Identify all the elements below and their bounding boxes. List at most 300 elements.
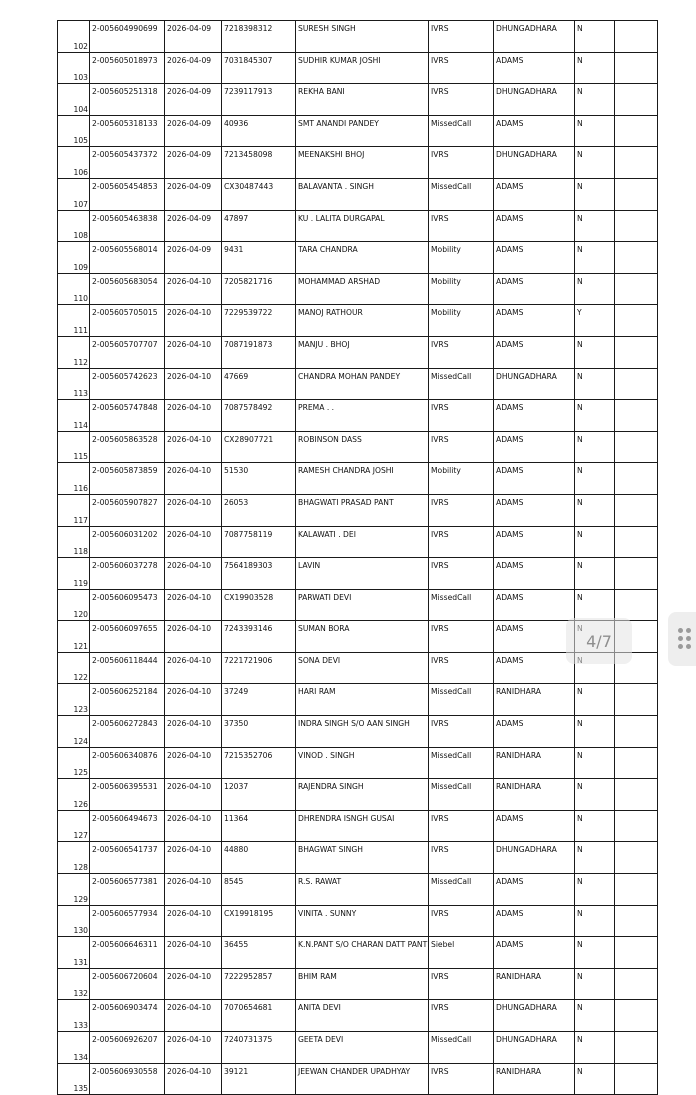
complaint-number-cell: 2-005605683054 [90,273,165,305]
name-cell: REKHA BANI [296,84,429,116]
date-cell: 2026-04-10 [165,874,222,906]
table-row [58,463,658,495]
flag-cell: N [575,842,615,874]
contact-cell: 11364 [222,810,296,842]
row-number: 114 [58,400,90,432]
date-cell: 2026-04-10 [165,937,222,969]
exchange-cell: DHUNGADHARA [494,84,575,116]
empty-cell [615,431,658,463]
empty-cell [615,589,658,621]
contact-cell: 7031845307 [222,52,296,84]
exchange-cell: ADAMS [494,336,575,368]
complaint-number-cell: 2-005606903474 [90,1000,165,1032]
date-cell: 2026-04-09 [165,21,222,53]
contact-cell: 39121 [222,1063,296,1095]
complaint-number-cell: 2-005605863528 [90,431,165,463]
empty-cell [615,716,658,748]
date-cell: 2026-04-10 [165,336,222,368]
source-cell: MissedCall [429,779,494,811]
table-row [58,1000,658,1032]
page-indicator: 4/7 [566,618,632,664]
date-cell: 2026-04-10 [165,1063,222,1095]
row-number: 107 [58,178,90,210]
contact-cell: 7564189303 [222,558,296,590]
empty-cell [615,684,658,716]
date-cell: 2026-04-10 [165,716,222,748]
table-row [58,526,658,558]
complaint-number-cell: 2-005605251318 [90,84,165,116]
flag-cell: N [575,747,615,779]
empty-cell [615,526,658,558]
date-cell: 2026-04-09 [165,52,222,84]
row-number: 108 [58,210,90,242]
name-cell: SUDHIR KUMAR JOSHI [296,52,429,84]
table-row [58,716,658,748]
table-row [58,147,658,179]
table-row [58,178,658,210]
exchange-cell: ADAMS [494,210,575,242]
table-row [58,842,658,874]
source-cell: IVRS [429,621,494,653]
complaint-number-cell: 2-005606646311 [90,937,165,969]
complaint-number-cell: 2-005606395531 [90,779,165,811]
name-cell: HARI RAM [296,684,429,716]
table-row [58,747,658,779]
contact-cell: 7087578492 [222,400,296,432]
table-row [58,84,658,116]
source-cell: IVRS [429,558,494,590]
source-cell: MissedCall [429,115,494,147]
name-cell: R.S. RAWAT [296,874,429,906]
exchange-cell: ADAMS [494,810,575,842]
flag-cell: N [575,210,615,242]
exchange-cell: ADAMS [494,273,575,305]
source-cell: IVRS [429,810,494,842]
contact-cell: 9431 [222,242,296,274]
name-cell: DHRENDRA ISNGH GUSAI [296,810,429,842]
complaint-number-cell: 2-005606577381 [90,874,165,906]
flag-cell: N [575,1032,615,1064]
name-cell: SMT ANANDI PANDEY [296,115,429,147]
complaint-number-cell: 2-005606340876 [90,747,165,779]
row-number: 124 [58,716,90,748]
empty-cell [615,52,658,84]
date-cell: 2026-04-09 [165,115,222,147]
complaint-number-cell: 2-005605873859 [90,463,165,495]
date-cell: 2026-04-09 [165,147,222,179]
date-cell: 2026-04-09 [165,242,222,274]
row-number: 118 [58,526,90,558]
exchange-cell: ADAMS [494,874,575,906]
empty-cell [615,968,658,1000]
empty-cell [615,779,658,811]
row-number: 119 [58,558,90,590]
complaint-number-cell: 2-005606930558 [90,1063,165,1095]
exchange-cell: RANIDHARA [494,684,575,716]
flag-cell: N [575,400,615,432]
flag-cell: N [575,810,615,842]
date-cell: 2026-04-10 [165,368,222,400]
source-cell: IVRS [429,1063,494,1095]
row-number: 103 [58,52,90,84]
name-cell: SONA DEVI [296,652,429,684]
contact-cell: 7218398312 [222,21,296,53]
exchange-cell: ADAMS [494,178,575,210]
flag-cell: N [575,178,615,210]
date-cell: 2026-04-10 [165,779,222,811]
contact-cell: 7239117913 [222,84,296,116]
contact-cell: CX30487443 [222,178,296,210]
contact-cell: 7229539722 [222,305,296,337]
empty-cell [615,747,658,779]
table-row [58,494,658,526]
empty-cell [615,874,658,906]
contact-cell: 7087758119 [222,526,296,558]
exchange-cell: DHUNGADHARA [494,842,575,874]
contact-cell: 37350 [222,716,296,748]
exchange-cell: RANIDHARA [494,747,575,779]
exchange-cell: ADAMS [494,115,575,147]
contact-cell: 37249 [222,684,296,716]
exchange-cell: ADAMS [494,716,575,748]
contact-cell: 7221721906 [222,652,296,684]
row-number: 120 [58,589,90,621]
flag-cell: N [575,52,615,84]
date-cell: 2026-04-10 [165,905,222,937]
exchange-cell: DHUNGADHARA [494,1032,575,1064]
complaint-number-cell: 2-005606494673 [90,810,165,842]
flag-cell: N [575,463,615,495]
table-row [58,1032,658,1064]
exchange-cell: ADAMS [494,52,575,84]
table-row [58,558,658,590]
flag-cell: N [575,494,615,526]
empty-cell [615,1032,658,1064]
exchange-cell: ADAMS [494,400,575,432]
exchange-cell: ADAMS [494,652,575,684]
complaint-number-cell: 2-005604990699 [90,21,165,53]
complaint-number-cell: 2-005606577934 [90,905,165,937]
name-cell: CHANDRA MOHAN PANDEY [296,368,429,400]
flag-cell: N [575,779,615,811]
source-cell: IVRS [429,842,494,874]
empty-cell [615,1000,658,1032]
table-row [58,21,658,53]
name-cell: MEENAKSHI BHOJ [296,147,429,179]
table-row [58,968,658,1000]
source-cell: MissedCall [429,589,494,621]
complaint-number-cell: 2-005605742623 [90,368,165,400]
name-cell: KU . LALITA DURGAPAL [296,210,429,242]
empty-cell [615,400,658,432]
contact-cell: 7222952857 [222,968,296,1000]
source-cell: IVRS [429,21,494,53]
exchange-cell: ADAMS [494,937,575,969]
contact-cell: CX19903528 [222,589,296,621]
row-number: 125 [58,747,90,779]
flag-cell: N [575,905,615,937]
name-cell: BHAGWAT SINGH [296,842,429,874]
flag-cell: N [575,368,615,400]
flag-cell: N [575,84,615,116]
flag-cell: N [575,937,615,969]
complaint-number-cell: 2-005606252184 [90,684,165,716]
date-cell: 2026-04-10 [165,621,222,653]
date-cell: 2026-04-10 [165,842,222,874]
row-number: 115 [58,431,90,463]
name-cell: ROBINSON DASS [296,431,429,463]
row-number: 134 [58,1032,90,1064]
table-row [58,242,658,274]
row-number: 121 [58,621,90,653]
source-cell: MissedCall [429,1032,494,1064]
table-row [58,810,658,842]
source-cell: Mobility [429,273,494,305]
date-cell: 2026-04-10 [165,431,222,463]
flag-cell: N [575,558,615,590]
exchange-cell: ADAMS [494,494,575,526]
contact-cell: 26053 [222,494,296,526]
name-cell: ANITA DEVI [296,1000,429,1032]
date-cell: 2026-04-09 [165,210,222,242]
flag-cell: N [575,115,615,147]
name-cell: BHIM RAM [296,968,429,1000]
date-cell: 2026-04-10 [165,747,222,779]
date-cell: 2026-04-10 [165,558,222,590]
complaint-number-cell: 2-005606037278 [90,558,165,590]
contact-cell: CX28907721 [222,431,296,463]
contact-cell: 7205821716 [222,273,296,305]
name-cell: VINITA . SUNNY [296,905,429,937]
name-cell: K.N.PANT S/O CHARAN DATT PANT [296,937,429,969]
source-cell: Mobility [429,242,494,274]
exchange-cell: ADAMS [494,463,575,495]
exchange-cell: ADAMS [494,905,575,937]
empty-cell [615,336,658,368]
source-cell: IVRS [429,431,494,463]
exchange-cell: ADAMS [494,621,575,653]
complaint-number-cell: 2-005605454853 [90,178,165,210]
empty-cell [615,84,658,116]
complaint-number-cell: 2-005606031202 [90,526,165,558]
flag-cell: Y [575,305,615,337]
name-cell: KALAWATI . DEI [296,526,429,558]
contact-cell: CX19918195 [222,905,296,937]
exchange-cell: ADAMS [494,242,575,274]
contact-cell: 40936 [222,115,296,147]
name-cell: MANJU . BHOJ [296,336,429,368]
date-cell: 2026-04-10 [165,400,222,432]
exchange-cell: DHUNGADHARA [494,368,575,400]
exchange-cell: ADAMS [494,305,575,337]
source-cell: IVRS [429,652,494,684]
name-cell: INDRA SINGH S/O AAN SINGH [296,716,429,748]
exchange-cell: DHUNGADHARA [494,21,575,53]
empty-cell [615,273,658,305]
empty-cell [615,147,658,179]
table-row [58,115,658,147]
complaint-number-cell: 2-005605018973 [90,52,165,84]
flag-cell: N [575,526,615,558]
row-number: 122 [58,652,90,684]
flag-cell: N [575,684,615,716]
table-row [58,336,658,368]
source-cell: MissedCall [429,368,494,400]
empty-cell [615,905,658,937]
row-number: 110 [58,273,90,305]
name-cell: MANOJ RATHOUR [296,305,429,337]
row-number: 106 [58,147,90,179]
table-row [58,874,658,906]
row-number: 133 [58,1000,90,1032]
complaint-number-cell: 2-005605707707 [90,336,165,368]
complaint-number-cell: 2-005605463838 [90,210,165,242]
contact-cell: 7243393146 [222,621,296,653]
name-cell: JEEWAN CHANDER UPADHYAY [296,1063,429,1095]
source-cell: IVRS [429,84,494,116]
table-row [58,905,658,937]
name-cell: BHAGWATI PRASAD PANT [296,494,429,526]
row-number: 105 [58,115,90,147]
date-cell: 2026-04-10 [165,684,222,716]
empty-cell [615,305,658,337]
table-row [58,1063,658,1095]
source-cell: MissedCall [429,874,494,906]
complaint-number-cell: 2-005605705015 [90,305,165,337]
complaint-number-cell: 2-005606926207 [90,1032,165,1064]
table-row [58,589,658,621]
date-cell: 2026-04-10 [165,1000,222,1032]
empty-cell [615,1063,658,1095]
empty-cell [615,368,658,400]
source-cell: IVRS [429,905,494,937]
flag-cell: N [575,1063,615,1095]
source-cell: MissedCall [429,178,494,210]
empty-cell [615,494,658,526]
date-cell: 2026-04-10 [165,1032,222,1064]
date-cell: 2026-04-09 [165,84,222,116]
flag-cell: N [575,273,615,305]
contact-cell: 36455 [222,937,296,969]
name-cell: VINOD . SINGH [296,747,429,779]
exchange-cell: RANIDHARA [494,968,575,1000]
row-number: 111 [58,305,90,337]
source-cell: Mobility [429,305,494,337]
empty-cell [615,810,658,842]
source-cell: IVRS [429,147,494,179]
drag-handle-icon[interactable] [668,612,696,666]
source-cell: IVRS [429,400,494,432]
row-number: 126 [58,779,90,811]
row-number: 104 [58,84,90,116]
flag-cell: N [575,968,615,1000]
table-row [58,210,658,242]
row-number: 135 [58,1063,90,1095]
source-cell: IVRS [429,716,494,748]
source-cell: Siebel [429,937,494,969]
flag-cell: N [575,716,615,748]
source-cell: IVRS [429,968,494,1000]
flag-cell: N [575,147,615,179]
row-number: 112 [58,336,90,368]
empty-cell [615,178,658,210]
source-cell: MissedCall [429,747,494,779]
complaint-number-cell: 2-005606097655 [90,621,165,653]
contact-cell: 7070654681 [222,1000,296,1032]
contact-cell: 8545 [222,874,296,906]
source-cell: IVRS [429,494,494,526]
row-number: 127 [58,810,90,842]
source-cell: IVRS [429,336,494,368]
flag-cell: N [575,589,615,621]
complaint-number-cell: 2-005606118444 [90,652,165,684]
row-number: 117 [58,494,90,526]
empty-cell [615,242,658,274]
contact-cell: 51530 [222,463,296,495]
empty-cell [615,842,658,874]
empty-cell [615,937,658,969]
date-cell: 2026-04-10 [165,526,222,558]
complaint-number-cell: 2-005606095473 [90,589,165,621]
contact-cell: 44880 [222,842,296,874]
table-row [58,273,658,305]
table-row [58,779,658,811]
empty-cell [615,115,658,147]
source-cell: Mobility [429,463,494,495]
exchange-cell: RANIDHARA [494,1063,575,1095]
complaints-table [57,20,658,1095]
contact-cell: 7213458098 [222,147,296,179]
complaint-number-cell: 2-005605747848 [90,400,165,432]
table-row [58,368,658,400]
date-cell: 2026-04-10 [165,810,222,842]
empty-cell [615,558,658,590]
date-cell: 2026-04-10 [165,652,222,684]
date-cell: 2026-04-10 [165,968,222,1000]
flag-cell: N [575,21,615,53]
table-row [58,52,658,84]
name-cell: SURESH SINGH [296,21,429,53]
empty-cell [615,210,658,242]
table-row [58,684,658,716]
complaint-number-cell: 2-005606272843 [90,716,165,748]
name-cell: BALAVANTA . SINGH [296,178,429,210]
name-cell: GEETA DEVI [296,1032,429,1064]
name-cell: SUMAN BORA [296,621,429,653]
contact-cell: 47897 [222,210,296,242]
name-cell: LAVIN [296,558,429,590]
exchange-cell: ADAMS [494,558,575,590]
row-number: 102 [58,21,90,53]
source-cell: IVRS [429,1000,494,1032]
flag-cell: N [575,242,615,274]
row-number: 131 [58,937,90,969]
table-row [58,400,658,432]
exchange-cell: ADAMS [494,589,575,621]
name-cell: PARWATI DEVI [296,589,429,621]
contact-cell: 12037 [222,779,296,811]
contact-cell: 7087191873 [222,336,296,368]
row-number: 113 [58,368,90,400]
flag-cell: N [575,1000,615,1032]
flag-cell: N [575,336,615,368]
table-row [58,431,658,463]
row-number: 123 [58,684,90,716]
row-number: 109 [58,242,90,274]
source-cell: IVRS [429,210,494,242]
exchange-cell: RANIDHARA [494,779,575,811]
row-number: 130 [58,905,90,937]
